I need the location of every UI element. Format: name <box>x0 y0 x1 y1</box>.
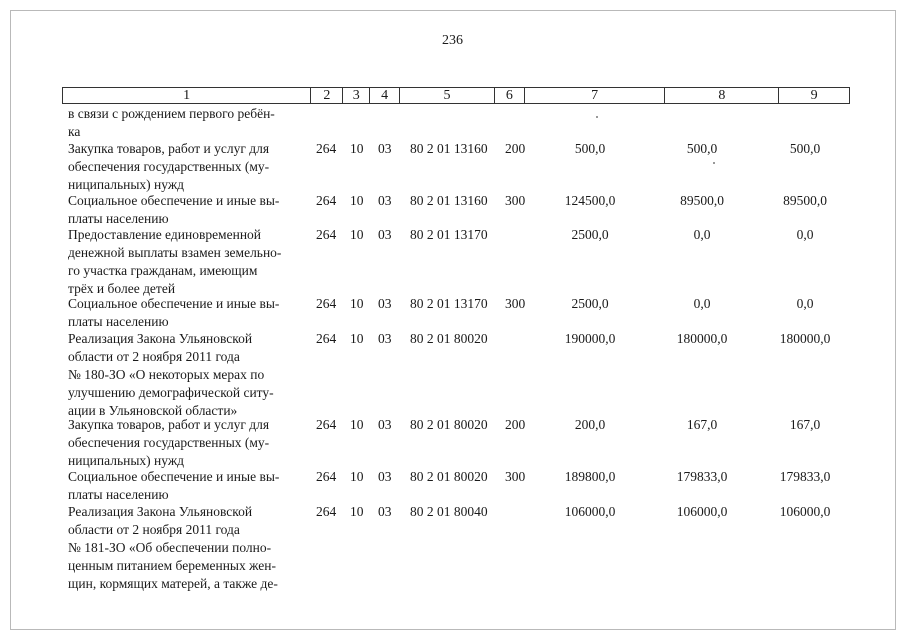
code-target-article: 80 2 01 80020 <box>410 331 488 346</box>
header-col-8: 8 <box>664 88 778 103</box>
value-col-7: 190000,0 <box>564 331 616 346</box>
code-expense-type: 300 <box>505 296 526 311</box>
code-razd: 10 <box>350 504 364 519</box>
header-col-5: 5 <box>399 88 494 103</box>
value-col-9: 0,0 <box>796 227 814 242</box>
value-col-7: 200,0 <box>574 417 606 432</box>
value-col-8: 0,0 <box>693 296 711 311</box>
code-target-article: 80 2 01 13170 <box>410 227 488 242</box>
code-target-article: 80 2 01 13160 <box>410 141 488 156</box>
value-col-9: 179833,0 <box>779 469 831 484</box>
code-podrazd: 03 <box>378 227 392 242</box>
code-razd: 10 <box>350 141 364 156</box>
value-col-8: 180000,0 <box>676 331 728 346</box>
header-col-6: 6 <box>494 88 524 103</box>
code-podrazd: 03 <box>378 331 392 346</box>
code-target-article: 80 2 01 80040 <box>410 504 488 519</box>
code-ved: 264 <box>316 193 337 208</box>
row-description: Социальное обеспечение и иные вы- платы населению <box>68 469 280 502</box>
code-razd: 10 <box>350 469 364 484</box>
code-ved: 264 <box>316 504 337 519</box>
continuation-text: в связи с рождением первого ребён- ка <box>68 106 275 139</box>
header-col-7: 7 <box>524 88 665 103</box>
value-col-8: 0,0 <box>693 227 711 242</box>
code-razd: 10 <box>350 417 364 432</box>
row-description: Реализация Закона Ульяновской области от 2 ноября 2011 года № 180-ЗО «О некоторых мерах по улучшению демографической ситу- ации в Ульяновской области» <box>68 331 274 418</box>
value-col-9: 106000,0 <box>779 504 831 519</box>
code-razd: 10 <box>350 227 364 242</box>
row-description: Социальное обеспечение и иные вы- платы населению <box>68 296 280 329</box>
value-col-7: 189800,0 <box>564 469 616 484</box>
code-razd: 10 <box>350 331 364 346</box>
code-expense-type: 200 <box>505 417 526 432</box>
row-description: Закупка товаров, работ и услуг для обеспечения государственных (му- ниципальных) нужд <box>68 417 270 468</box>
value-col-9: 89500,0 <box>783 193 827 208</box>
code-target-article: 80 2 01 80020 <box>410 417 488 432</box>
value-col-9: 500,0 <box>789 141 821 156</box>
row-description: Социальное обеспечение и иные вы- платы населению <box>68 193 280 226</box>
table-header <box>62 87 850 104</box>
code-razd: 10 <box>350 296 364 311</box>
value-col-8: 179833,0 <box>676 469 728 484</box>
code-target-article: 80 2 01 13160 <box>410 193 488 208</box>
value-col-7: 500,0 <box>574 141 606 156</box>
header-col-9: 9 <box>778 88 849 103</box>
code-podrazd: 03 <box>378 193 392 208</box>
code-ved: 264 <box>316 331 337 346</box>
row-description: Закупка товаров, работ и услуг для обеспечения государственных (му- ниципальных) нужд <box>68 141 270 192</box>
code-expense-type: 300 <box>505 469 526 484</box>
code-target-article: 80 2 01 13170 <box>410 296 488 311</box>
code-target-article: 80 2 01 80020 <box>410 469 488 484</box>
code-expense-type: 200 <box>505 141 526 156</box>
header-col-1: 1 <box>183 88 191 103</box>
code-ved: 264 <box>316 296 337 311</box>
code-ved: 264 <box>316 227 337 242</box>
value-col-9: 0,0 <box>796 296 814 311</box>
value-col-8: 167,0 <box>686 417 718 432</box>
code-expense-type: 300 <box>505 193 526 208</box>
value-col-9: 167,0 <box>789 417 821 432</box>
code-ved: 264 <box>316 469 337 484</box>
value-col-9: 180000,0 <box>779 331 831 346</box>
value-col-8: 500,0 <box>686 141 718 156</box>
row-description: Предоставление единовременной денежной выплаты взамен земельно- го участка гражданам, имеющим трёх и более детей <box>68 227 282 296</box>
row-description: Реализация Закона Ульяновской области от 2 ноября 2011 года № 181-ЗО «Об обеспечении полно- ценным питанием беременных жен- щин, кормящих матерей, а также де- <box>68 504 278 591</box>
code-ved: 264 <box>316 417 337 432</box>
code-podrazd: 03 <box>378 296 392 311</box>
header-col-3: 3 <box>342 88 369 103</box>
value-col-7: 2500,0 <box>571 296 609 311</box>
scan-speck <box>596 116 598 118</box>
code-ved: 264 <box>316 141 337 156</box>
code-podrazd: 03 <box>378 469 392 484</box>
value-col-8: 89500,0 <box>680 193 724 208</box>
code-podrazd: 03 <box>378 141 392 156</box>
code-razd: 10 <box>350 193 364 208</box>
header-col-2: 2 <box>310 88 342 103</box>
value-col-7: 124500,0 <box>564 193 616 208</box>
value-col-8: 106000,0 <box>676 504 728 519</box>
value-col-7: 2500,0 <box>571 227 609 242</box>
header-col-4: 4 <box>369 88 399 103</box>
scan-speck <box>713 162 715 164</box>
code-podrazd: 03 <box>378 504 392 519</box>
page-number: 236 <box>442 33 463 48</box>
value-col-7: 106000,0 <box>564 504 616 519</box>
code-podrazd: 03 <box>378 417 392 432</box>
